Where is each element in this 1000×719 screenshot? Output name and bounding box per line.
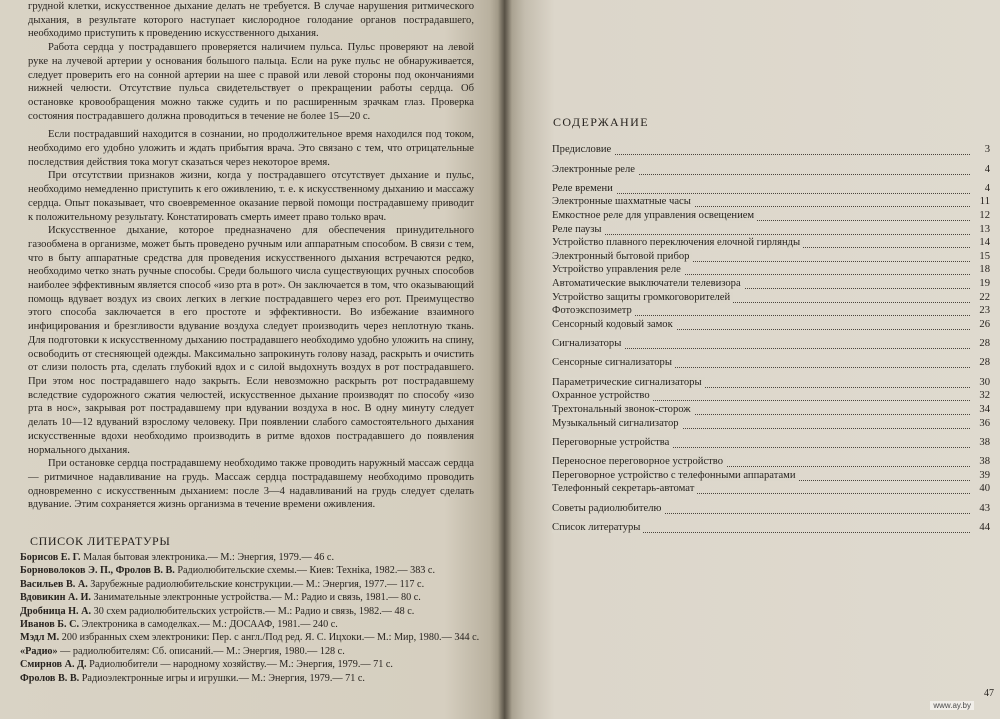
toc-entry-page: 11 — [974, 196, 990, 207]
toc-entry — [552, 290, 990, 303]
toc-entry-label: Телефонный секретарь-автомат — [552, 483, 697, 494]
toc-entry-label: Музыкальный сигнализатор — [552, 418, 682, 429]
toc-entry-label: Автоматические выключатели телевизора — [552, 278, 744, 289]
book-spine — [498, 0, 512, 719]
toc-entry-label: Электронные реле — [552, 164, 638, 175]
toc-entry — [552, 162, 990, 175]
literature-author: Васильев В. А. — [20, 578, 88, 590]
toc-entry-page: 40 — [974, 483, 990, 494]
toc-entry-page: 12 — [974, 210, 990, 221]
literature-entry — [20, 632, 480, 644]
paragraph: грудной клетки, искусственное дыхание делать не требуется. В случае нарушения ритмического дыхания, в результате которого наступает кислородное голодание органов пострадавшего, необходимо приступить к проведению искусственного дыхания. — [28, 1, 474, 40]
toc-entry-page: 14 — [974, 237, 990, 248]
toc-entry-page: 3 — [974, 144, 990, 155]
paragraph: При остановке сердца пострадавшему необходимо также проводить наружный массаж сердца — ритмичное надавливание на грудь. Массаж сердца пострадавшему необходимо проводить одновременно с искусственным дыханием: после 3—4 надавливаний на грудь следует сделать вдувание. Этим сохраняется жизнь организма в течение времени оживления. — [28, 458, 474, 511]
body-text — [28, 0, 474, 512]
literature-entry — [20, 579, 480, 591]
toc-entry — [552, 318, 990, 330]
literature-text: 200 избранных схем электроники: Пер. с англ./Под ред. Я. С. Ицхоки.— М.: Мир, 1980.— 344 с. — [59, 632, 480, 644]
toc-entry-label: Электронные шахматные часы — [552, 196, 694, 207]
toc-entry-label: Сигнализаторы — [552, 338, 624, 349]
literature-author: Иванов Б. С. — [20, 619, 80, 631]
toc-entry — [552, 436, 990, 448]
toc-title: СОДЕРЖАНИЕ — [553, 115, 649, 129]
toc-entry-page: 39 — [974, 470, 990, 481]
literature-heading: СПИСОК ЛИТЕРАТУРЫ — [30, 534, 171, 548]
toc-entry — [552, 195, 990, 208]
literature-entry — [20, 592, 480, 604]
literature-entry — [20, 552, 480, 564]
toc-entry-label: Предисловие — [552, 144, 614, 155]
toc-entry — [552, 209, 990, 222]
toc-entry — [552, 182, 990, 194]
toc-entry-label: Переносное переговорное устройство — [552, 456, 726, 467]
paragraph: При отсутствии признаков жизни, когда у пострадавшего отсутствует дыхание и пульс, необходимо немедленно приступить к его оживлению, т. е. к искусственному дыханию и массажу сердца. Опыт показывает, что своевременное оказание первой помощи пострадавшему приводит к положительному результату. Констатировать смерть имеет право только врач. — [28, 170, 474, 223]
toc-entry — [552, 337, 990, 350]
literature-author: Фролов В. В. — [20, 672, 80, 684]
toc-entry-label: Трехтональный звонок-сторож — [552, 404, 694, 415]
literature-author: Борноволоков Э. П., Фролов В. В. — [20, 565, 175, 577]
literature-entry — [20, 659, 480, 671]
toc-entry-page: 36 — [974, 418, 990, 429]
toc-entry — [552, 389, 990, 402]
watermark: www.ay.by — [930, 701, 974, 710]
toc-entry-label: Сенсорный кодовый замок — [552, 319, 676, 330]
toc-entry-label: Охранное устройство — [552, 390, 653, 401]
toc-entry-page: 34 — [974, 404, 990, 415]
toc-entry-label: Устройство плавного переключения елочной гирлянды — [552, 237, 803, 248]
toc-entry — [552, 143, 990, 156]
toc-entry-label: Устройство управления реле — [552, 264, 684, 275]
literature-entry — [20, 565, 480, 577]
literature-author: Смирнов А. Д. — [20, 659, 87, 671]
toc-entry-label: Список литературы — [552, 522, 643, 533]
toc-entry-label: Переговорное устройство с телефонными аппаратами — [552, 470, 799, 481]
toc-entry-label: Фотоэкспозиметр — [552, 305, 635, 316]
toc-entry — [552, 416, 990, 429]
toc-entry-page: 13 — [974, 224, 990, 235]
toc-entry — [552, 236, 990, 249]
toc-entry — [552, 403, 990, 415]
literature-entry — [20, 673, 480, 685]
toc-entry-page: 22 — [974, 292, 990, 303]
toc-entry-label: Реле паузы — [552, 224, 605, 235]
literature-entry — [20, 646, 480, 658]
paragraph: Если пострадавший находится в сознании, но продолжительное время находился под током, необходимо его удобно уложить и ждать прибытия врача. Это связано с тем, что отрицательные последствия действия тока могут сказаться через некоторое время. — [28, 129, 474, 168]
toc-entry — [552, 263, 990, 276]
toc-entry-label: Советы радиолюбителю — [552, 503, 664, 514]
literature-list — [20, 552, 480, 686]
literature-text: — радиолюбителям: Сб. описаний.— М.: Энергия, 1980.— 128 с. — [57, 645, 345, 657]
literature-text: 30 схем радиолюбительских устройств.— М.: Радио и связь, 1982.— 48 с. — [91, 605, 415, 617]
toc-entry-label: Параметрические сигнализаторы — [552, 377, 705, 388]
toc-entry-page: 30 — [974, 377, 990, 388]
toc-entry — [552, 501, 990, 514]
literature-text: Зарубежные радиолюбительские конструкции.— М.: Энергия, 1977.— 117 с. — [87, 578, 425, 590]
literature-text: Радиоэлектронные игры и игрушки.— М.: Энергия, 1979.— 71 с. — [79, 672, 365, 684]
literature-author: Борисов Е. Г. — [20, 552, 81, 563]
toc-entry-label: Реле времени — [552, 183, 616, 194]
toc-entry-page: 26 — [974, 319, 990, 330]
toc-entry — [552, 455, 990, 468]
toc-entry — [552, 250, 990, 262]
toc-entry-label: Емкостное реле для управления освещением — [552, 210, 757, 221]
toc-entry — [552, 356, 990, 369]
paragraph: Искусственное дыхание, которое предназначено для обеспечения принудительного газообмена в организме, может быть проведено ручным или аппаратным способом. В связи с тем, что в быту аппаратные средства для проведения искусственного дыхания встречаются редко, необходимо четко знать ручные способы. Среди большого числа существующих ручных способов наиболее эффективным является способ «изо рта в рот». Он заключается в том, что оказывающий помощь вдувает воздух из своих легких в легкие пострадавшего через его рот. Преимущество этого способа заключается в его простоте и эффективности. Во избежание взаимного инфицирования и брезгливости вдувание воздуха следует производить через неплотную ткань. Для подготовки к искусственному дыханию пострадавшего необходимо удобно уложить на спину, освободить от стесняющей одежды. Максимально запрокинуть голову назад, раскрыть и очистить от слизи полость рта, сделать глубокий вдох и с силой выдохнуть воздух в рот пострадавшего. При этом нос пострадавшего надо закрыть. Если невозможно раскрыть рот пострадавшему вследствие судорожного сжатия челюстей, искусственное дыхание производят по способу «изо рта в нос», закрывая рот пострадавшему при вдувании воздуха в нос. В одну минуту следует делать 10—12 вдуваний взрослому человеку. При появлении слабого самостоятельного дыхания искусственные вдохи необходимо производить в ритме вдохов пострадавшего до появления нормального дыхания. — [28, 225, 474, 456]
literature-author: «Радио» — [20, 645, 58, 657]
toc-entry-page: 15 — [974, 251, 990, 262]
literature-author: Вдовикин А. И. — [20, 592, 91, 604]
table-of-contents — [552, 143, 990, 534]
toc-entry-page: 44 — [974, 522, 990, 533]
literature-text: Электроника в самоделках.— М.: ДОСААФ, 1981.— 240 с. — [79, 619, 338, 631]
toc-entry — [552, 375, 990, 388]
toc-entry — [552, 222, 990, 235]
toc-entry-page: 38 — [974, 437, 990, 448]
toc-entry-page: 4 — [974, 183, 990, 194]
right-page — [505, 0, 1000, 719]
toc-entry-page: 4 — [974, 164, 990, 175]
toc-entry-page: 23 — [974, 305, 990, 316]
toc-entry-page: 18 — [974, 264, 990, 275]
literature-text: Радиолюбители — народному хозяйству.— М.: Энергия, 1979.— 71 с. — [86, 659, 393, 671]
toc-entry — [552, 304, 990, 317]
toc-entry-label: Переговорные устройства — [552, 437, 672, 448]
page-number: 47 — [984, 688, 994, 699]
toc-entry-page: 19 — [974, 278, 990, 289]
toc-entry-label: Устройство защиты громкоговорителей — [552, 292, 733, 303]
toc-entry-page: 28 — [974, 357, 990, 368]
toc-entry-page: 32 — [974, 390, 990, 401]
toc-entry — [552, 468, 990, 481]
toc-entry-label: Сенсорные сигнализаторы — [552, 357, 675, 368]
literature-author: Дробница Н. А. — [20, 605, 92, 617]
toc-entry — [552, 521, 990, 533]
literature-author: Мэдл М. — [20, 632, 60, 644]
toc-entry — [552, 277, 990, 290]
literature-text: Малая бытовая электроника.— М.: Энергия, 1979.— 46 с. — [80, 552, 334, 563]
paragraph: Работа сердца у пострадавшего проверяется наличием пульса. Пульс проверяют на левой руке на лучевой артерии у основания большого пальца. Если на руке пульс не обнаруживается, следует проверить его на сонной артерии на шее с правой или левой стороны под окончаниями нижней челюсти. Отсутствие пульса свидетельствует о прекращении работы сердца. Об остановке кровообращения можно также судить и по расширенным зрачкам глаз. Проверка состояния пострадавшего должна проводиться в течение не более 15—20 с. — [28, 42, 474, 122]
literature-entry — [20, 606, 480, 618]
toc-entry — [552, 482, 990, 495]
toc-entry-page: 38 — [974, 456, 990, 467]
toc-entry-label: Электронный бытовой прибор — [552, 251, 692, 262]
literature-text: Радиолюбительские схемы.— Киев: Технiка, 1982.— 383 с. — [174, 565, 436, 577]
literature-text: Занимательные электронные устройства.— М.: Радио и связь, 1981.— 80 с. — [90, 592, 421, 604]
literature-entry — [20, 619, 480, 631]
toc-entry-page: 43 — [974, 503, 990, 514]
toc-entry-page: 28 — [974, 338, 990, 349]
